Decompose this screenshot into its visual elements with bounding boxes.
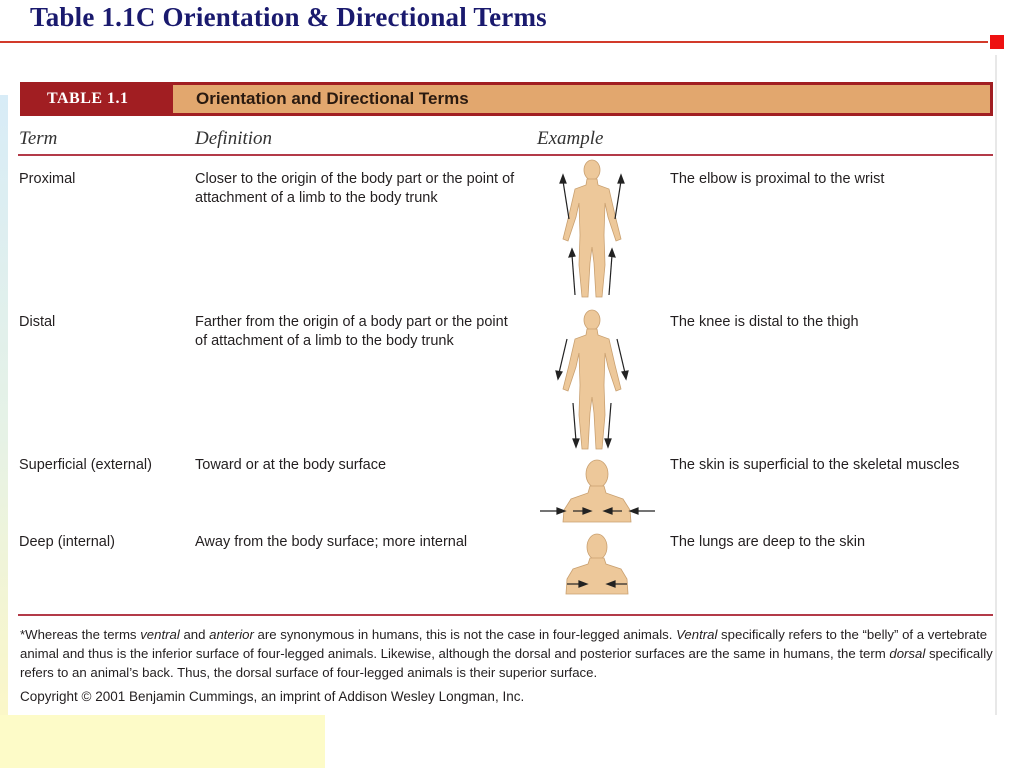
column-header-term: Term [19, 128, 58, 149]
row-definition: Away from the body surface; more internal [195, 534, 468, 550]
row-term: Deep (internal) [19, 534, 115, 550]
footer-divider [18, 614, 993, 616]
left-gradient-strip [0, 95, 8, 715]
table-number-label: TABLE 1.1 [47, 90, 129, 107]
table-title: Orientation and Directional Terms [196, 89, 469, 108]
row-example: The lungs are deep to the skin [670, 534, 866, 550]
left-bottom-panel [0, 715, 325, 768]
bust-arrows-inward-figure [535, 458, 660, 526]
header-divider [18, 154, 993, 156]
bust-arrows-inner-figure [555, 532, 640, 596]
body-arrows-down-figure [545, 305, 640, 453]
title-divider [0, 41, 988, 43]
column-header-example: Example [537, 128, 604, 149]
column-header-definition: Definition [195, 128, 273, 149]
row-term: Distal [19, 314, 56, 330]
table-banner [20, 82, 993, 116]
slide-title: Table 1.1C Orientation & Directional Terms [30, 2, 547, 32]
table-title-box [173, 85, 990, 113]
bullet-square-icon [990, 35, 1004, 49]
row-example: The skin is superficial to the skeletal muscles [670, 457, 960, 473]
row-term: Proximal [19, 171, 76, 187]
right-divider [995, 55, 997, 715]
row-example: The knee is distal to the thigh [670, 314, 859, 330]
footnote: *Whereas the terms ventral and anterior are synonymous in humans, this is not the case in four-legged animals. Ventral specifically refers to the “belly” of a vertebrate animal and thus is the inferior surface of four-legged animals. Likewise, although the dorsal and posterior surfaces are the same in humans, the term dorsal specifically refers to an animal’s back. Thus, the dorsal surface of four-legged animals is their superior surface. [20, 627, 993, 680]
copyright-text: Copyright © 2001 Benjamin Cummings, an imprint of Addison Wesley Longman, Inc. [20, 689, 525, 704]
row-definition: Farther from the origin of a body part or the point of attachment of a limb to the body trunk [195, 314, 508, 349]
body-arrows-up-figure [545, 155, 640, 301]
row-term: Superficial (external) [19, 457, 152, 473]
row-definition: Closer to the origin of the body part or the point of attachment of a limb to the body trunk [195, 171, 515, 206]
row-example: The elbow is proximal to the wrist [670, 171, 885, 187]
row-definition: Toward or at the body surface [195, 457, 387, 473]
